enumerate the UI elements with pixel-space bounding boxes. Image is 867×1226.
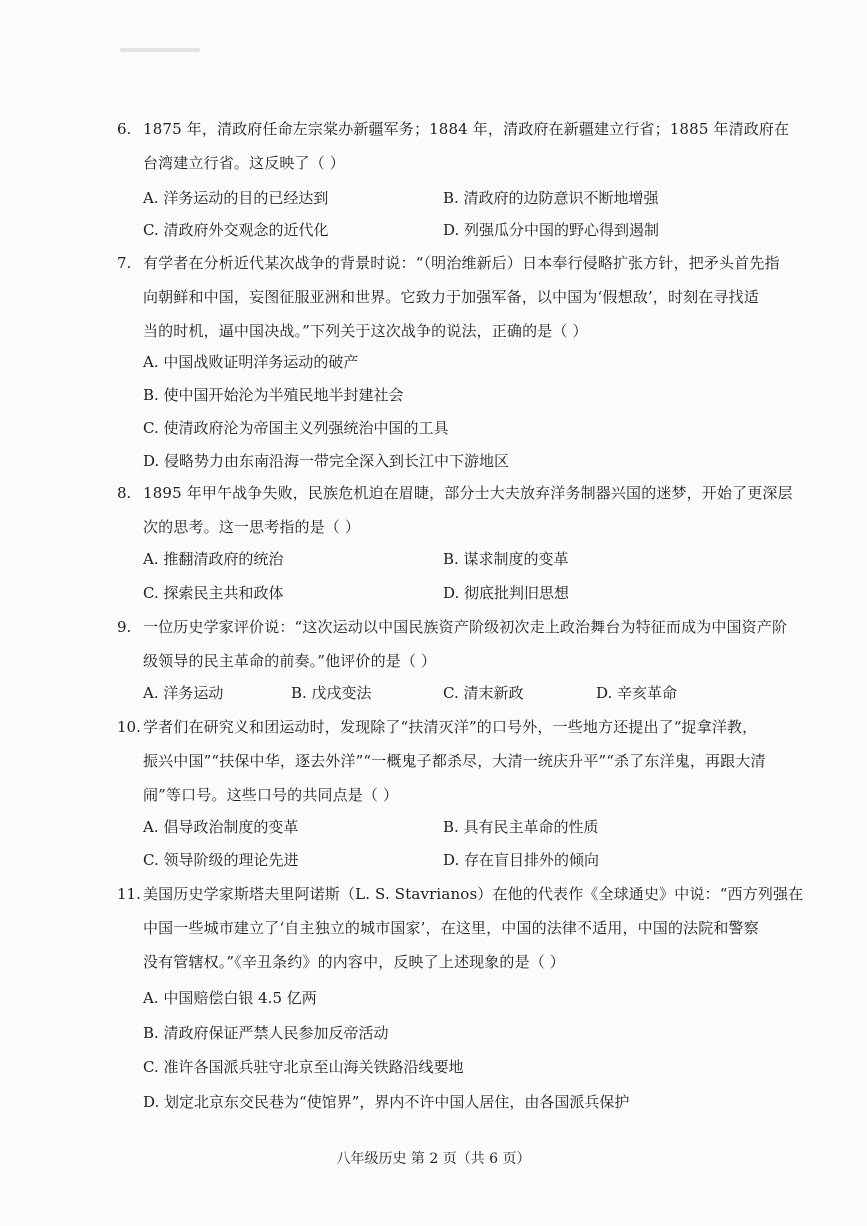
option-c: C. 清末新政 <box>443 684 524 702</box>
stem-line: 有学者在分析近代某次战争的背景时说：“（明治维新后）日本奉行侵略扩张方针，把矛头首先指 <box>143 254 780 272</box>
question-stem <box>143 877 804 979</box>
question-number: 6. <box>117 120 132 138</box>
stem-line: 没有管辖权。”《辛丑条约》的内容中，反映了上述现象的是（ ） <box>143 953 565 971</box>
option-d: D. 列强瓜分中国的野心得到遏制 <box>443 221 660 239</box>
option-a: A. 洋务运动的目的已经达到 <box>143 189 329 207</box>
stem-line: 中国一些城市建立了‘自主独立的城市国家’，在这里，中国的法律不适用，中国的法院和警察 <box>143 919 759 937</box>
option-c: C. 领导阶级的理论先进 <box>143 851 299 869</box>
option-b: B. 具有民主革命的性质 <box>443 818 599 836</box>
option-b: B. 清政府的边防意识不断地增强 <box>443 189 659 207</box>
question-number: 10. <box>117 718 141 736</box>
stem-line: 当的时机，逼中国决战。”下列关于这次战争的说法，正确的是（ ） <box>143 322 588 340</box>
stem-line: 次的思考。这一思考指的是（ ） <box>143 518 361 536</box>
page-footer: 八年级历史 第 2 页（共 6 页） <box>336 1151 531 1167</box>
option-a: A. 推翻清政府的统治 <box>143 550 284 568</box>
stem-line: 闹”等口号。这些口号的共同点是（ ） <box>143 786 399 804</box>
question-stem <box>143 710 773 812</box>
stem-line: 级领导的民主革命的前奏。”他评价的是（ ） <box>143 652 437 670</box>
stem-line: 台湾建立行省。这反映了（ ） <box>143 154 345 172</box>
option-d: D. 存在盲目排外的倾向 <box>443 851 600 869</box>
option-a: A. 倡导政治制度的变革 <box>143 818 299 836</box>
option-c: C. 使清政府沦为帝国主义列强统治中国的工具 <box>143 419 449 437</box>
stem-line: 一位历史学家评价说：“这次运动以中国民族资产阶级初次走上政治舞台为特征而成为中国资产阶 <box>143 618 788 636</box>
question-stem <box>143 112 790 180</box>
question-number: 7. <box>117 254 132 272</box>
question-stem <box>143 610 788 678</box>
option-c: C. 探索民主共和政体 <box>143 584 284 602</box>
option-b: B. 清政府保证严禁人民参加反帝活动 <box>143 1024 389 1042</box>
stem-line: 1895 年甲午战争失败，民族危机迫在眉睫，部分士大夫放弃洋务制器兴国的迷梦，开始了更深层 <box>143 484 793 502</box>
option-b: B. 使中国开始沦为半殖民地半封建社会 <box>143 386 404 404</box>
option-a: A. 洋务运动 <box>143 684 224 702</box>
question-stem <box>143 476 793 544</box>
question-number: 9. <box>117 618 132 636</box>
stem-line: 振兴中国”“扶保中华，逐去外洋”“一概鬼子都杀尽，大清一统庆升平”“杀了东洋鬼，再跟大清 <box>143 752 766 770</box>
question-number: 11. <box>117 885 141 903</box>
scan-artifact <box>120 48 200 52</box>
option-c: C. 准许各国派兵驻守北京至山海关铁路沿线要地 <box>143 1058 464 1076</box>
option-b: B. 谋求制度的变革 <box>443 550 569 568</box>
option-d: D. 划定北京东交民巷为“使馆界”，界内不许中国人居住，由各国派兵保护 <box>143 1093 630 1111</box>
option-d: D. 辛亥革命 <box>596 684 678 702</box>
option-a: A. 中国战败证明洋务运动的破产 <box>143 353 359 371</box>
stem-line: 美国历史学家斯塔夫里阿诺斯（L. S. Stavrianos）在他的代表作《全球通史》中说：“西方列强在 <box>143 885 804 903</box>
option-d: D. 彻底批判旧思想 <box>443 584 570 602</box>
option-a: A. 中国赔偿白银 4.5 亿两 <box>143 989 317 1007</box>
option-b: B. 戊戌变法 <box>291 684 372 702</box>
stem-line: 学者们在研究义和团运动时，发现除了“扶清灭洋”的口号外，一些地方还提出了“捉拿洋教， <box>143 718 758 736</box>
question-stem <box>143 246 780 348</box>
question-number: 8. <box>117 484 132 502</box>
stem-line: 1875 年，清政府任命左宗棠办新疆军务；1884 年，清政府在新疆建立行省；1885 年清政府在 <box>143 120 790 138</box>
stem-line: 向朝鲜和中国，妄图征服亚洲和世界。它致力于加强军备，以中国为‘假想敌’，时刻在寻找适 <box>143 288 759 306</box>
option-d: D. 侵略势力由东南沿海一带完全深入到长江中下游地区 <box>143 452 510 470</box>
option-c: C. 清政府外交观念的近代化 <box>143 221 329 239</box>
